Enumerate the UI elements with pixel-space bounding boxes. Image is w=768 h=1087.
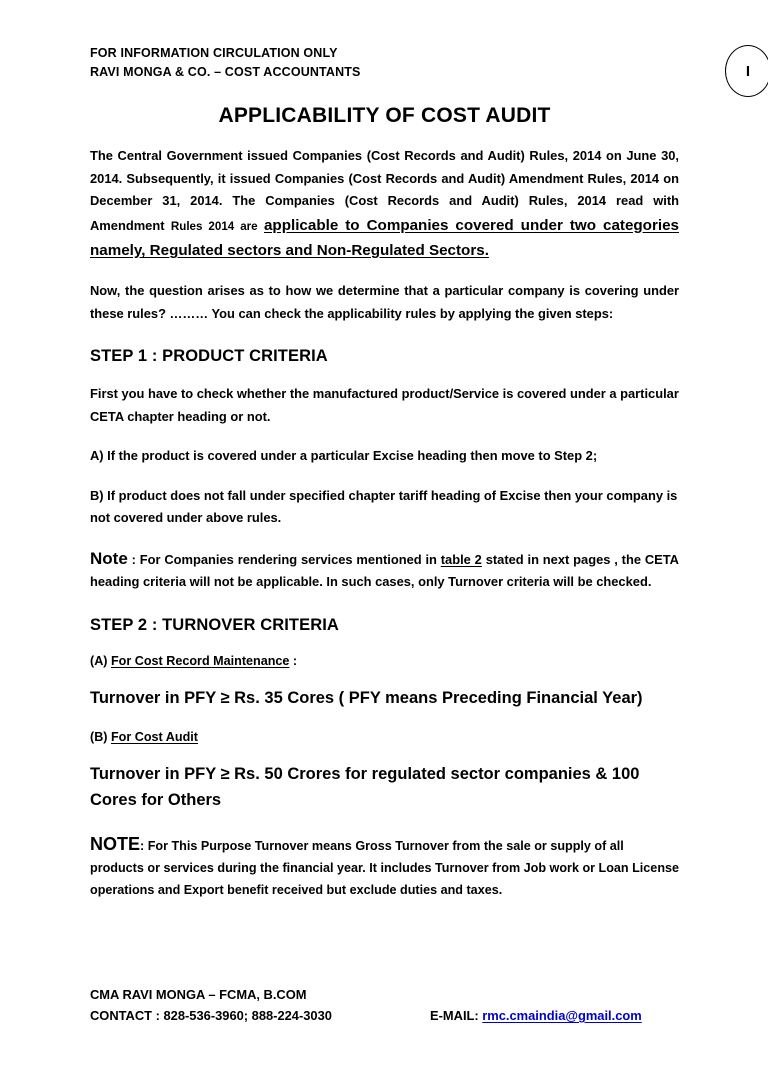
step2-sub-b-prefix: (B) xyxy=(90,729,111,744)
step2-heading: STEP 2 : TURNOVER CRITERIA xyxy=(90,615,339,634)
note-text-before: : For Companies rendering services mentioned in xyxy=(127,551,441,567)
header-circulation-notice: FOR INFORMATION CIRCULATION ONLY xyxy=(90,46,338,60)
question-paragraph: Now, the question arises as to how we determine that a particular company is covering under these rules? ……… You can check the applicability rules by applying the given steps: xyxy=(90,283,679,321)
footer-name: CMA RAVI MONGA – FCMA, B.COM xyxy=(90,987,307,1002)
footer-email-label: E-MAIL: xyxy=(430,1008,483,1023)
step1-item-a: A) If the product is covered under a particular Excise heading then move to Step 2; xyxy=(90,448,598,463)
page-number-badge: I xyxy=(725,45,768,97)
final-note-paragraph xyxy=(90,833,679,901)
step1-item-b: B) If product does not fall under specified chapter tariff heading of Excise then your company is not covered under above rules. xyxy=(90,487,678,525)
final-note-text: : For This Purpose Turnover means Gross Turnover from the sale or supply of all products or services during the financial year. It includes Turnover from Job work or Loan License operations and Export benefit received but exclude duties and taxes. xyxy=(90,838,680,897)
step2-sub-b xyxy=(90,730,679,744)
note-label: Note xyxy=(90,548,128,568)
step2-sub-a-prefix: (A) xyxy=(90,653,111,668)
intro-emphasis: applicable to Companies covered under two categories namely, Regulated sectors and Non-Regulated Sectors. xyxy=(90,216,679,259)
document-content xyxy=(90,44,751,901)
step2-criteria-a: Turnover in PFY ≥ Rs. 35 Cores ( PFY means Preceding Financial Year) xyxy=(90,688,643,707)
footer-email-link[interactable]: rmc.cmaindia@gmail.com xyxy=(482,1008,642,1023)
document-header xyxy=(90,44,751,82)
footer-email-group xyxy=(430,1005,642,1026)
final-note-label: NOTE xyxy=(90,833,141,854)
page-title: APPLICABILITY OF COST AUDIT xyxy=(218,104,551,127)
note-paragraph xyxy=(90,548,679,594)
step2-sub-a-suffix: : xyxy=(289,653,298,668)
intro-lead-small: Rules 2014 are xyxy=(170,219,258,233)
step2-sub-b-title: For Cost Audit xyxy=(110,729,198,744)
intro-text: The Central Government issued Companies (Cost Records and Audit) Rules, 2014 on June 30, 2014. Subsequently, it issued Companies (Cost Records and Audit) Amendment Rules, 2014 on December 31, 2014. The Companies (Cost Records and Audit) Rules, 2014 read with Amendment xyxy=(90,148,679,233)
footer-contact: CONTACT : 828-536-3960; 888-224-3030 xyxy=(90,1008,332,1023)
step1-paragraph: First you have to check whether the manufactured product/Service is covered under a particular CETA chapter heading or not. xyxy=(90,386,679,424)
header-firm-name: RAVI MONGA & CO. – COST ACCOUNTANTS xyxy=(90,65,361,79)
document-footer xyxy=(90,984,679,1026)
note-table-reference: table 2 xyxy=(440,551,482,567)
intro-paragraph xyxy=(90,145,679,263)
step2-sub-a-title: For Cost Record Maintenance xyxy=(110,653,290,668)
step2-criteria-b: Turnover in PFY ≥ Rs. 50 Crores for regulated sector companies & 100 Cores for Others xyxy=(90,764,640,809)
step1-heading: STEP 1 : PRODUCT CRITERIA xyxy=(90,347,328,365)
note-text-after: stated in next pages , the CETA heading criteria will not be applicable. In such cases, only Turnover criteria will be checked. xyxy=(90,551,679,589)
step2-sub-a xyxy=(90,654,679,668)
footer-contact-row xyxy=(90,1005,679,1026)
